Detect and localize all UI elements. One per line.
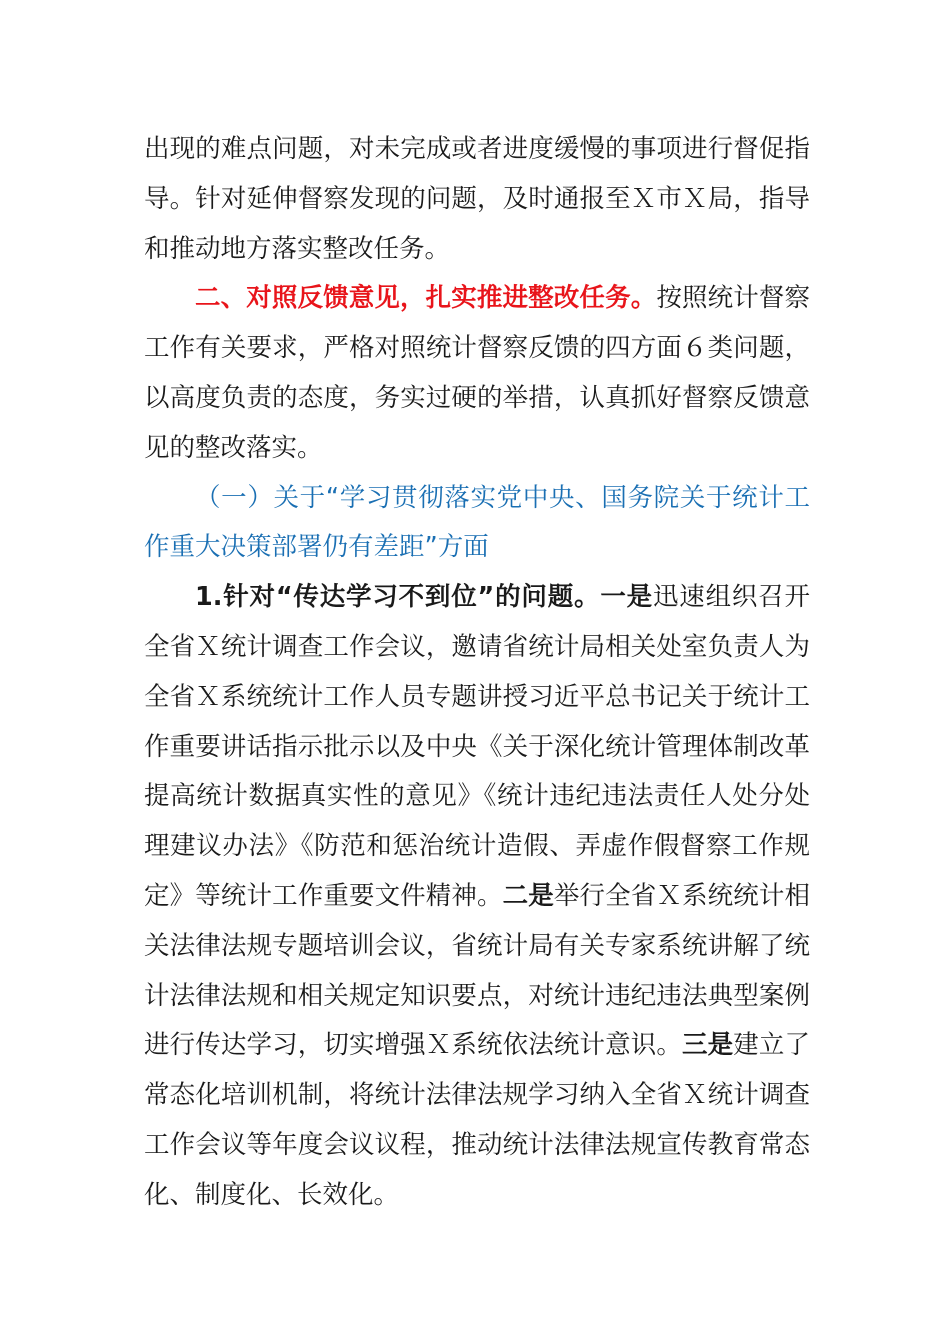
paragraph-item-one [144, 573, 810, 1220]
subsection-heading: （一）关于“学习贯彻落实党中央、国务院关于统计工作重大决策部署仍有差距”方面 [144, 482, 810, 563]
item-text-second: 举行全省Ｘ系统统计相关法律法规专题培训会议，省统计局有关专家系统讲解了统计法律法规和相关规定知识要点，对统计违纪违法典型案例进行传达学习，切实增强Ｘ系统依法统计意识。 [144, 880, 810, 1061]
paragraph-subsection-one [144, 474, 810, 574]
paragraph-text: 按照统计督察工作有关要求，严格对照统计督察反馈的四方面６类问题，以高度负责的态度，务实过硬的举措，认真抓好督察反馈意见的整改落实。 [144, 283, 810, 463]
document-body [144, 125, 810, 1221]
item-label-third: 三是 [681, 1030, 734, 1061]
item-text-third: 建立了常态化培训机制，将统计法律法规学习纳入全省Ｘ统计调查工作会议等年度会议议程，推动统计法律法规宣传教育常态化、制度化、长效化。 [144, 1030, 810, 1210]
item-text-first: 迅速组织召开全省Ｘ统计调查工作会议，邀请省统计局相关处室负责人为全省Ｘ系统统计工作人员专题讲授习近平总书记关于统计工作重要讲话指示批示以及中央《关于深化统计管理体制改革提高统计数据真实性的意见》《统计违纪违法责任人处分处理建议办法》《防范和惩治统计造假、弄虚作假督察工作规定》等统计工作重要文件精神。 [144, 582, 810, 911]
paragraph-text: 出现的难点问题，对未完成或者进度缓慢的事项进行督促指导。针对延伸督察发现的问题，及时通报至Ｘ市Ｘ局，指导和推动地方落实整改任务。 [144, 134, 810, 264]
item-heading: 1.针对“传达学习不到位”的问题。 [195, 582, 601, 613]
item-label-first: 一是 [600, 582, 653, 613]
item-label-second: 二是 [502, 880, 554, 911]
paragraph-continuation [144, 125, 810, 274]
paragraph-section-two [144, 274, 810, 473]
section-heading: 二、对照反馈意见，扎实推进整改任务。 [195, 283, 657, 314]
